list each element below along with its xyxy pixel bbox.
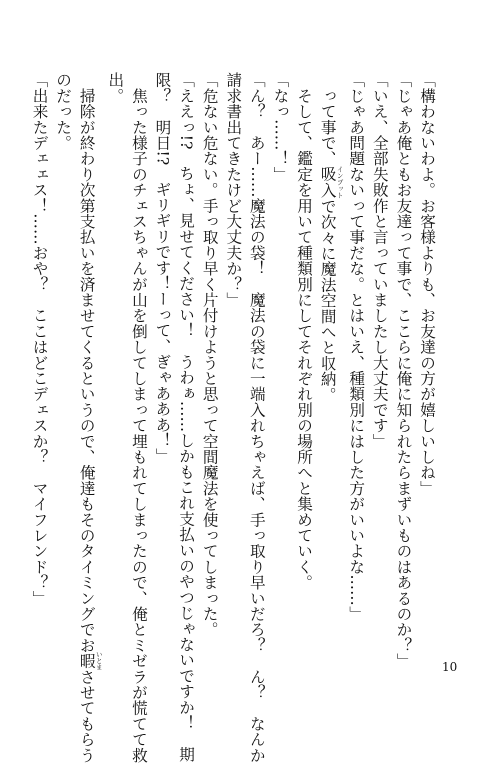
furigana-reading: インプット bbox=[335, 165, 344, 199]
text-line: 「出来たデェェス！……おや？ ここはどこデェスか？ マイフレンド？」 bbox=[30, 72, 49, 606]
text-line-with-furigana: 掃除が終わり次第支払いを済ませてくるというので、俺達もそのタイミングでお暇 いとまさせてもらう bbox=[77, 72, 103, 763]
text-line: 「じゃあ問題ないって事だな。とはいえ、種類別にはした方がいいよな……」 bbox=[347, 72, 366, 622]
text-line: 「ええっ!? ちょ、見せてください！ うわぁ……しかもこれ支払いのやつじゃないですか！ 期 bbox=[177, 72, 196, 762]
text-line: 限？ 明日!? ギリギリです！ーって、ぎゃあああ！」 bbox=[153, 72, 172, 464]
text-line: 「なっ……！」 bbox=[271, 72, 290, 182]
furigana-ruby: 吸入 インプット bbox=[318, 165, 344, 199]
text-line: 出。 bbox=[106, 72, 125, 104]
text-line: そして、鑑定を用いて種類別にしてそれぞれ別の場所へと集めていく。 bbox=[295, 72, 314, 591]
text-line: 請求書出てきたけど大丈夫か？」 bbox=[224, 72, 243, 308]
vertical-text-block bbox=[27, 72, 438, 763]
text-line: 「いえ、全部失敗作と言っていましたし大丈夫です」 bbox=[370, 72, 389, 449]
page-number: 10 bbox=[442, 660, 458, 674]
text-line: 「ん？ あー……魔法の袋！ 魔法の袋に一端入れちゃえば、手っ取り早いだろ？ ん？ なんか bbox=[247, 72, 266, 763]
furigana-reading: いとま bbox=[94, 651, 103, 671]
text-line: 「構わないわよ。お客様よりも、お友達の方が嬉しいしね」 bbox=[418, 72, 436, 496]
text-line: 「じゃあ俺ともお友達って事で、ここらに俺に知られたらまずいものはあるのか？」 bbox=[394, 72, 413, 669]
text-line-with-furigana: って事で、吸入 インプットで次々に魔法空間へと収納。 bbox=[318, 72, 344, 403]
text-line: のだった。 bbox=[54, 72, 73, 151]
text-line: 「危ない危ない。手っ取り早く片付けようと思って空間魔法を使ってしまった。 bbox=[200, 72, 219, 638]
text-line: 焦った様子のチェスちゃんが山を倒してしまって埋もれてしまったので、俺とミゼラが慌てて救 bbox=[129, 72, 148, 763]
furigana-ruby: 暇 いとま bbox=[77, 651, 103, 671]
